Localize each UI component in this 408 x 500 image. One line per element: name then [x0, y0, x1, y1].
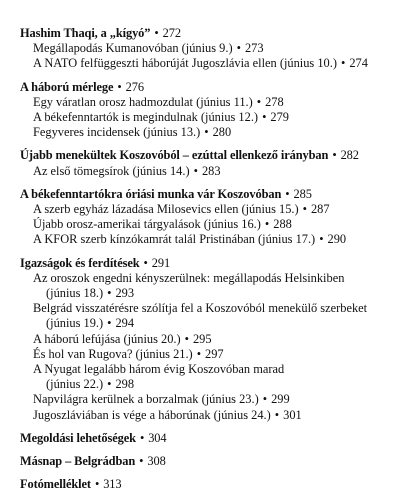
section-heading: A háború mérlege • 276	[20, 79, 144, 94]
toc-entry: A NATO felfüggeszti háborúját Jugoszlávia ellen (június 10.) • 274	[33, 56, 368, 71]
toc-section	[20, 26, 402, 72]
toc-section	[20, 187, 402, 248]
section-heading: Hashim Thaqi, a „kígyó” • 272	[20, 26, 181, 40]
toc-section	[20, 148, 402, 178]
toc-entry: A KFOR szerb kínzókamrát talál Pristinában (június 17.) • 290	[33, 232, 347, 247]
toc-section	[20, 256, 402, 423]
toc-entry: Az első tömegsírok (június 14.) • 283	[33, 163, 221, 178]
toc-entry: A békefenntartók is megindulnak (június 12.) • 279	[33, 110, 289, 125]
toc-entry: És hol van Rugova? (június 21.) • 297	[33, 346, 224, 361]
toc-section	[20, 80, 402, 141]
toc-entry: Jugoszláviában is vége a háborúnak (június 24.) • 301	[33, 407, 302, 422]
toc-entry: Egy váratlan orosz hadmozdulat (június 11.) • 278	[33, 94, 284, 109]
section-heading: Megoldási lehetőségek • 304	[20, 430, 167, 445]
toc-entry: Napvilágra kerülnek a borzalmak (június 23.) • 299	[33, 392, 290, 407]
section-heading: Igazságok és ferdítések • 291	[20, 255, 171, 270]
section-heading: Másnap – Belgrádban • 308	[20, 454, 166, 469]
section-heading: A békefenntartókra óriási munka vár Koszovóban • 285	[20, 186, 312, 201]
toc-entry: Az oroszok engedni kényszerülnek: megállapodás Helsinkiben (június 18.) • 293	[33, 270, 345, 301]
section-heading: Újabb menekültek Koszovóból – ezúttal ellenkező irányban • 282	[20, 148, 359, 163]
section-heading: Fotómelléklet • 313	[20, 477, 122, 492]
table-of-contents	[20, 26, 402, 500]
toc-entry: Megállapodás Kumanovóban (június 9.) • 273	[33, 41, 264, 56]
toc-entry: A szerb egyház lázadása Milosevics ellen (június 15.) • 287	[33, 202, 330, 217]
toc-entry: A Nyugat legalább három évig Koszovóban marad (június 22.) • 298	[33, 362, 285, 392]
toc-entry: A háború lefújása (június 20.) • 295	[33, 331, 212, 346]
toc-entry: Fegyveres incidensek (június 13.) • 280	[33, 125, 232, 140]
toc-section	[20, 454, 402, 469]
toc-section	[20, 431, 402, 446]
toc-entry: Újabb orosz-amerikai tárgyalások (június 16.) • 288	[33, 217, 292, 232]
toc-entry: Belgrád visszatérésre szólítja fel a Koszovóból menekülő szerbeket (június 19.) • 294	[33, 301, 368, 331]
